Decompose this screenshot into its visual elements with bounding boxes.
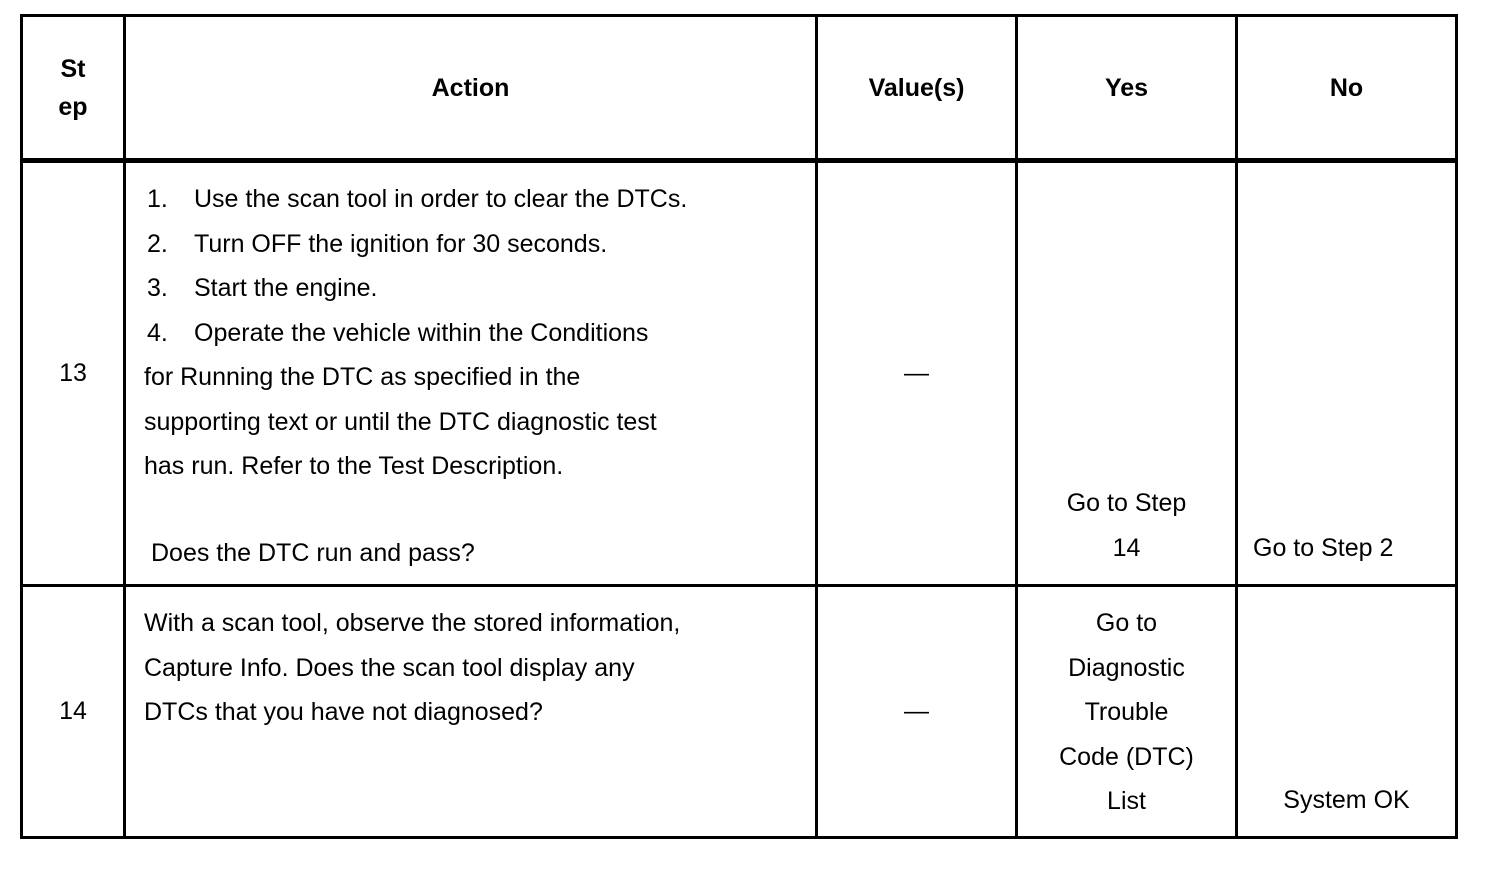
item-number: 4. (147, 318, 168, 347)
item-text: Operate the vehicle within the Conditions (194, 318, 649, 347)
header-action: Action (125, 16, 817, 161)
action-item (144, 177, 815, 222)
header-yes: Yes (1017, 16, 1237, 161)
yes-line: Code (DTC) (1059, 742, 1194, 771)
yes-line: Trouble (1084, 698, 1169, 726)
diagnostic-table (20, 14, 1458, 839)
no-text: System OK (1283, 785, 1410, 814)
item-number: 3. (147, 274, 168, 302)
action-item (144, 311, 815, 356)
action-question: Does the DTC run and pass? (151, 538, 475, 567)
action-item (144, 222, 815, 267)
yes-line: 14 (1112, 533, 1141, 562)
value-cell: — (817, 586, 1017, 838)
item-number: 1. (147, 185, 168, 213)
action-item (144, 266, 815, 311)
value-cell: — (817, 161, 1017, 586)
yes-line: Go to (1095, 609, 1158, 637)
header-no: No (1237, 16, 1457, 161)
action-text-line: supporting text or until the DTC diagnostic test (144, 407, 657, 436)
action-text-line: With a scan tool, observe the stored information, (144, 609, 681, 637)
header-values: Value(s) (817, 16, 1017, 161)
action-text-line: for Running the DTC as specified in the (144, 363, 581, 391)
yes-line: Go to Step (1066, 489, 1187, 517)
no-text: Go to Step 2 (1253, 533, 1394, 562)
action-text-line: Capture Info. Does the scan tool display any (144, 653, 635, 682)
step-number: 14 (22, 586, 125, 838)
header-row (22, 16, 1457, 161)
action-text-line: has run. Refer to the Test Description. (144, 452, 564, 480)
action-cell (125, 161, 817, 586)
action-cell (125, 586, 817, 838)
table-row (22, 586, 1457, 838)
item-text: Turn OFF the ignition for 30 seconds. (194, 229, 608, 258)
no-cell (1237, 586, 1457, 838)
yes-line: List (1107, 787, 1146, 815)
yes-cell (1017, 586, 1237, 838)
item-text: Start the engine. (194, 274, 378, 302)
table-row (22, 161, 1457, 586)
yes-cell (1017, 161, 1237, 586)
step-number: 13 (22, 161, 125, 586)
yes-line: Diagnostic (1068, 653, 1185, 682)
no-cell (1237, 161, 1457, 586)
action-text-line: DTCs that you have not diagnosed? (144, 698, 543, 726)
header-step-line1: St (60, 54, 86, 83)
item-number: 2. (147, 229, 168, 258)
header-step-line2: ep (58, 92, 88, 121)
header-step (22, 16, 125, 161)
item-text: Use the scan tool in order to clear the DTCs. (194, 185, 688, 213)
